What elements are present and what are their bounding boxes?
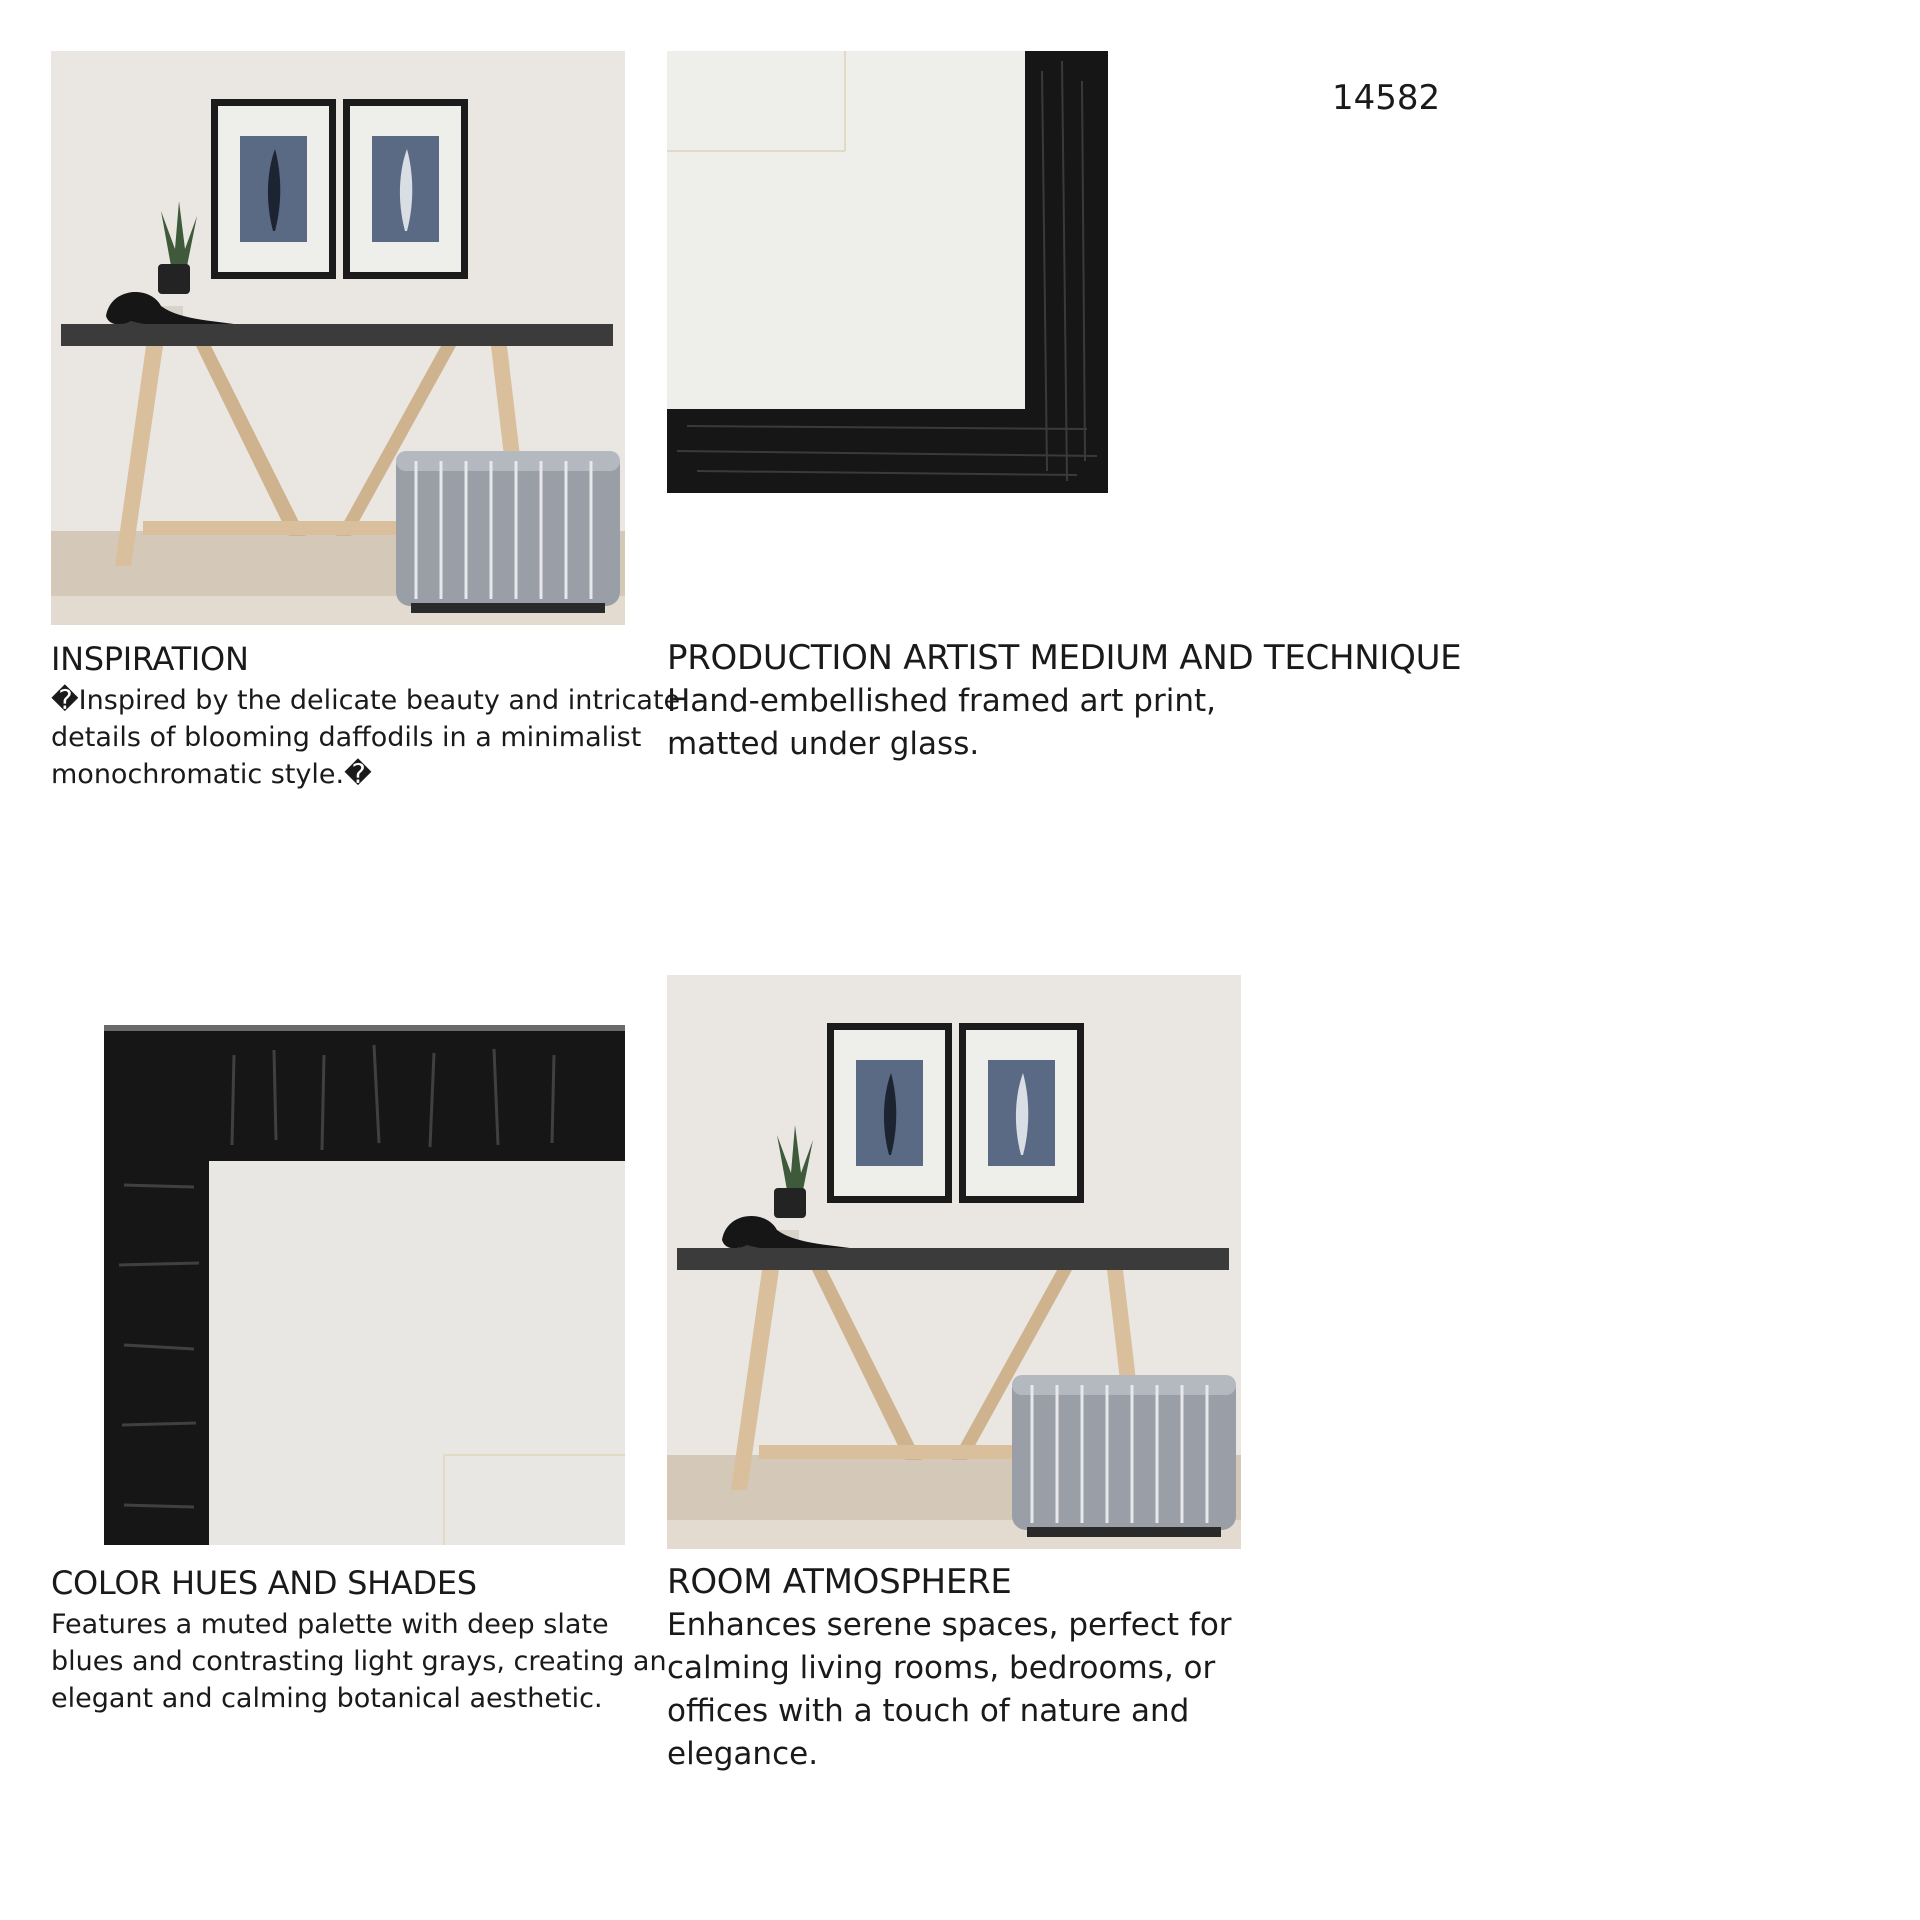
color-line: Features a muted palette with deep slate bbox=[51, 1609, 609, 1640]
room-line: offices with a touch of nature and bbox=[667, 1693, 1190, 1729]
room-scene-photo-2 bbox=[667, 975, 1241, 1549]
room-line: calming living rooms, bedrooms, or bbox=[667, 1650, 1216, 1686]
inspiration-heading: INSPIRATION bbox=[51, 640, 249, 678]
room-scene-photo-1 bbox=[51, 51, 625, 625]
production-heading: PRODUCTION ARTIST MEDIUM AND TECHNIQUE bbox=[667, 638, 1462, 678]
section-inspiration bbox=[51, 640, 681, 793]
inspiration-line: details of blooming daffodils in a minimalist bbox=[51, 722, 642, 753]
frame-texture-closeup-photo bbox=[104, 1025, 625, 1545]
inspiration-text bbox=[51, 682, 681, 793]
room-heading: ROOM ATMOSPHERE bbox=[667, 1562, 1012, 1602]
room-text bbox=[667, 1604, 1267, 1776]
production-text bbox=[667, 680, 1567, 766]
color-line: blues and contrasting light grays, creating an bbox=[51, 1646, 667, 1677]
color-text bbox=[51, 1606, 667, 1717]
inspiration-line: monochromatic style.� bbox=[51, 759, 372, 790]
inspiration-line: �Inspired by the delicate beauty and intricate bbox=[51, 685, 681, 716]
production-line: Hand-embellished framed art print, bbox=[667, 683, 1216, 719]
section-production bbox=[667, 638, 1567, 766]
product-sku: 14582 bbox=[1332, 78, 1441, 118]
color-heading: COLOR HUES AND SHADES bbox=[51, 1564, 477, 1602]
color-line: elegant and calming botanical aesthetic. bbox=[51, 1683, 603, 1714]
section-color bbox=[51, 1564, 667, 1717]
production-line: matted under glass. bbox=[667, 726, 980, 762]
section-room-atmosphere bbox=[667, 1562, 1267, 1776]
room-line: elegance. bbox=[667, 1736, 819, 1772]
frame-corner-closeup-photo bbox=[667, 51, 1108, 493]
room-line: Enhances serene spaces, perfect for bbox=[667, 1607, 1232, 1643]
